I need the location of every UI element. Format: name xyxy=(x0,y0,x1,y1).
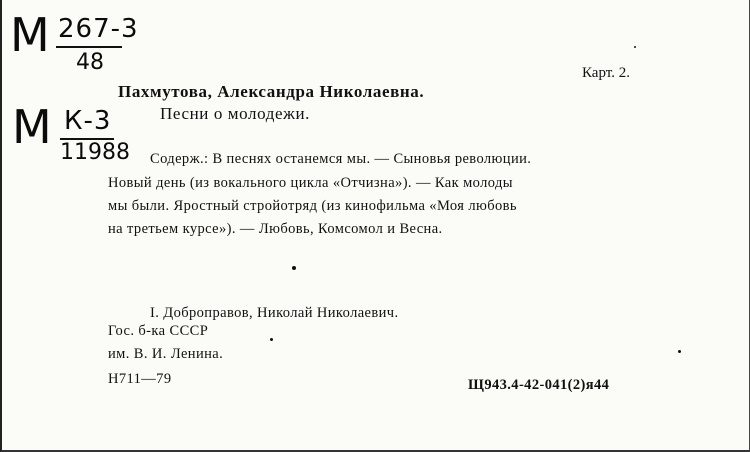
book-title: Песни о молодежи. xyxy=(160,104,311,123)
author-heading: Пахмутова, Александра Николаевна. xyxy=(118,82,425,101)
handwritten-shelf-number-top: 267-3 xyxy=(58,14,139,44)
handwritten-inventory-top: К-3 xyxy=(64,106,112,136)
ink-speck xyxy=(634,46,636,48)
contents-line-1: Содерж.: В песнях останемся мы. — Сыновья революции. xyxy=(150,151,532,167)
handwritten-inventory-bottom: 11988 xyxy=(60,140,130,165)
handwritten-inventory-letter: М xyxy=(12,100,52,154)
handwritten-shelf-number-bottom: 48 xyxy=(76,50,104,75)
ink-speck xyxy=(678,350,681,353)
library-line-1: Гос. б-ка СССР xyxy=(108,323,209,339)
ink-speck xyxy=(270,338,273,341)
handwritten-fraction-line-top xyxy=(56,46,122,48)
order-number: Н711—79 xyxy=(108,371,172,387)
contents-line-2: Новый день (из вокального цикла «Отчизна»). — Как молоды xyxy=(108,175,513,191)
card-number: Карт. 2. xyxy=(582,65,630,81)
added-entry: I. Доброправов, Николай Николаевич. xyxy=(150,305,399,321)
contents-line-3: мы были. Яростный стройотряд (из кинофильма «Моя любовь xyxy=(108,198,517,214)
classification-index: Щ943.4-42-041(2)я44 xyxy=(468,377,610,393)
ink-speck xyxy=(292,266,296,270)
library-line-2: им. В. И. Ленина. xyxy=(108,346,224,362)
contents-line-4: на третьем курсе»). — Любовь, Комсомол и Весна. xyxy=(108,221,443,237)
handwritten-shelf-letter-top: М xyxy=(10,8,50,62)
